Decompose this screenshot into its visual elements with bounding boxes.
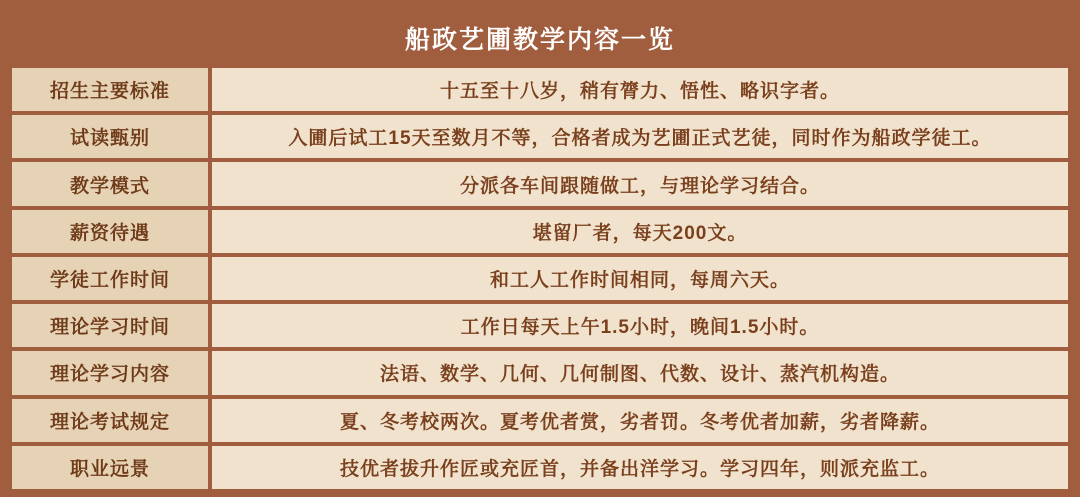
table-row: [12, 304, 1068, 347]
row-value: 入圃后试工15天至数月不等，合格者成为艺圃正式艺徒，同时作为船政学徒工。: [212, 115, 1068, 158]
row-label: 招生主要标准: [12, 68, 208, 111]
row-label: 试读甄别: [12, 115, 208, 158]
row-label: 理论学习时间: [12, 304, 208, 347]
table-row: [12, 446, 1068, 489]
row-value: 法语、数学、几何、几何制图、代数、设计、蒸汽机构造。: [212, 351, 1068, 394]
row-label: 学徒工作时间: [12, 257, 208, 300]
row-value: 技优者拔升作匠或充匠首，并备出洋学习。学习四年，则派充监工。: [212, 446, 1068, 489]
table-row: [12, 210, 1068, 253]
row-value: 分派各车间跟随做工，与理论学习结合。: [212, 162, 1068, 205]
table-row: [12, 115, 1068, 158]
page-title-bar: [12, 8, 1068, 68]
row-label: 职业远景: [12, 446, 208, 489]
row-value: 夏、冬考校两次。夏考优者赏，劣者罚。冬考优者加薪，劣者降薪。: [212, 399, 1068, 442]
table-row: [12, 257, 1068, 300]
table-row: [12, 351, 1068, 394]
table-row: [12, 162, 1068, 205]
row-value: 和工人工作时间相同，每周六天。: [212, 257, 1068, 300]
row-label: 理论考试规定: [12, 399, 208, 442]
row-value: 工作日每天上午1.5小时，晚间1.5小时。: [212, 304, 1068, 347]
row-value: 堪留厂者，每天200文。: [212, 210, 1068, 253]
row-label: 薪资待遇: [12, 210, 208, 253]
table-row: [12, 399, 1068, 442]
row-value: 十五至十八岁，稍有膂力、悟性、略识字者。: [212, 68, 1068, 111]
row-label: 教学模式: [12, 162, 208, 205]
page-title: 船政艺圃教学内容一览: [404, 26, 675, 54]
teaching-content-table: [12, 68, 1068, 489]
table-row: [12, 68, 1068, 111]
row-label: 理论学习内容: [12, 351, 208, 394]
